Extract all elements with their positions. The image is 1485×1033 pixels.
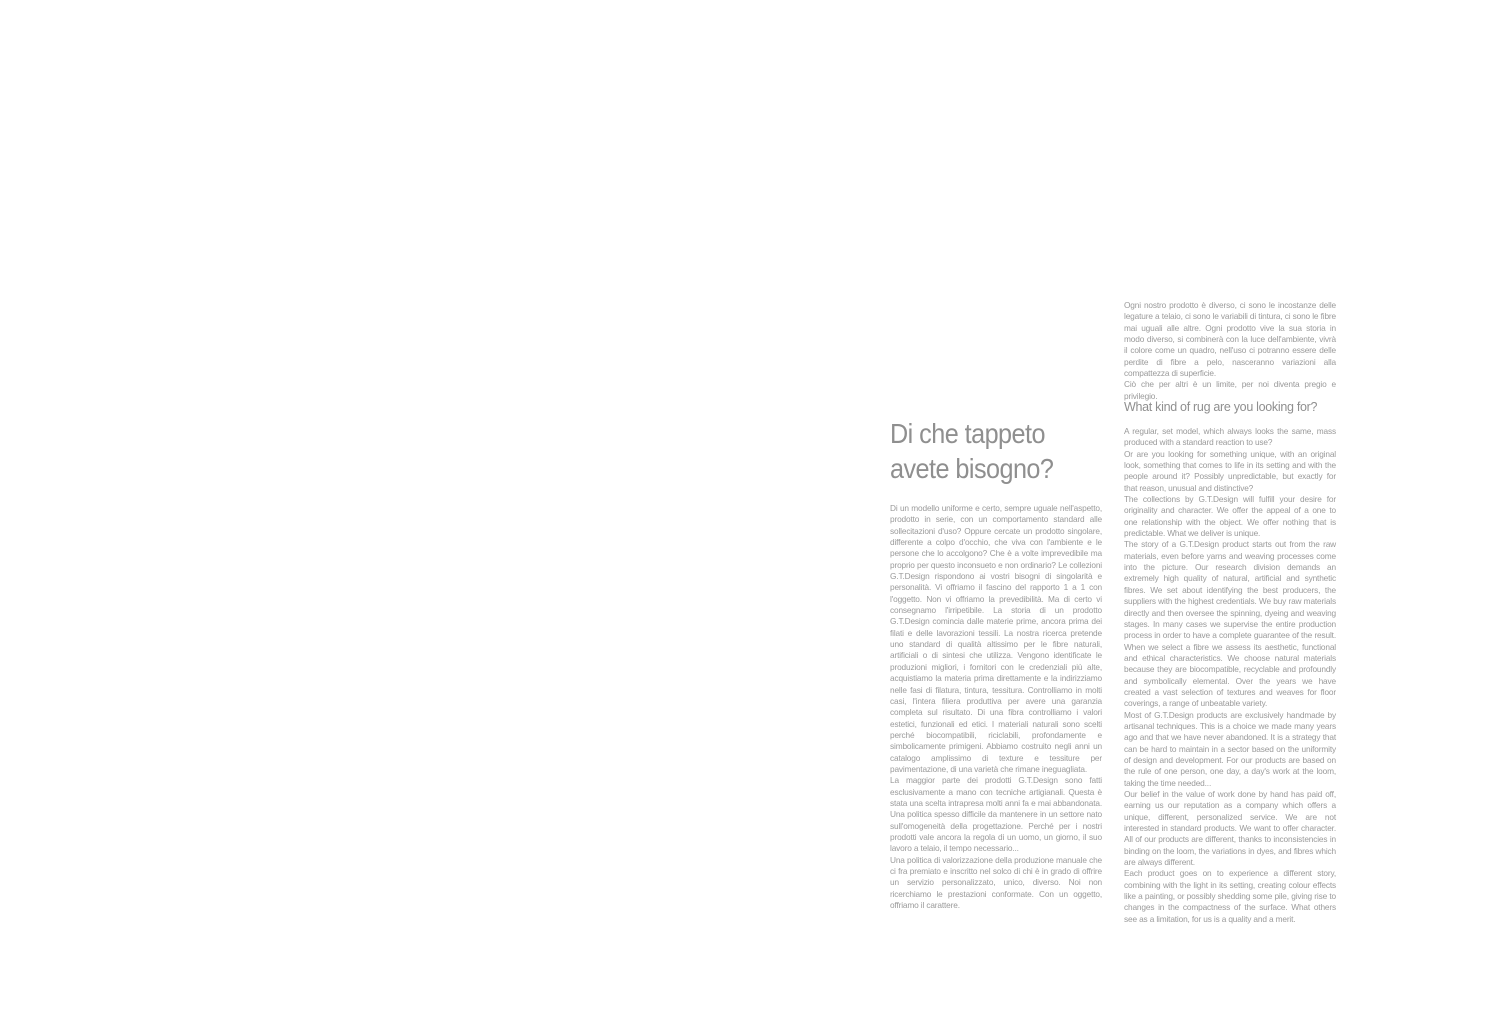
page-title-line-1: Di che tappeto: [890, 418, 1045, 449]
italian-paragraph: Una politica di valorizzazione della produzione manuale che ci fra premiato e inscritto nel solco di chi è in grado di offrire un servizio personalizzato, unico, diverso. Noi non ricerchiamo le prestazioni conformate. Con un oggetto, offriamo il carattere.: [890, 854, 1102, 911]
italian-intro-paragraph: Ciò che per altri è un limite, per noi diventa pregio e privilegio.: [1124, 379, 1336, 401]
english-paragraph: Most of G.T.Design products are exclusively handmade by artisanal techniques. This is a choice we made many years ago and that we have never abandoned. It is a strategy that can be hard to maintain in a sector based on the uniformity of design and development. For our products are based on the rule of one person, one day, a day's work at the loom, taking the time needed...: [1124, 709, 1336, 788]
english-heading: What kind of rug are you looking for?: [1124, 400, 1318, 414]
page-title-line-2: avete bisogno?: [890, 453, 1054, 484]
english-paragraph: Or are you looking for something unique, with an original look, something that comes to life in its setting and with the people around it? Possibly unpredictable, but exactly for that reason, unusual and distinctive?: [1124, 448, 1336, 493]
english-paragraph: Our belief in the value of work done by hand has paid off, earning us our reputation as a company which offers a unique, different, personalized service. We are not interested in standard products. We want to offer character. All of our products are different, thanks to inconsistencies in binding on the loom, the variations in dyes, and fibres which are always different.: [1124, 789, 1336, 868]
italian-paragraph: Di un modello uniforme e certo, sempre uguale nell'aspetto, prodotto in serie, con un comportamento standard alle sollecitazioni d'uso? Oppure cercate un prodotto singolare, differente a colpo d'occhio, che viva con l'ambiente e le persone che lo accolgono? Che è a volte imprevedibile ma proprio per questo inconsueto e non ordinario? Le collezioni G.T.Design rispondono ai vostri bisogni di singolarità e personalità. Vi offriamo il fascino del rapporto 1 a 1 con l'oggetto. Non vi offriamo la prevedibilità. Ma di certo vi consegnamo l'irripetibile. La storia di un prodotto G.T.Design comincia dalle materie prime, ancora prima dei filati e delle lavorazioni tessili. La nostra ricerca pretende uno standard di qualità altissimo per le fibre naturali, artificiali o di sintesi che utilizza. Vengono identificate le produzioni migliori, i fornitori con le credenziali più alte, acquistiamo la materia prima direttamente e la indirizziamo nelle fasi di filatura, tintura, tessitura. Controlliamo in molti casi, l'intera filiera produttiva per avere una garanzia completa sul risultato. Di una fibra controlliamo i valori estetici, funzionali ed etici. I materiali naturali sono scelti perché biocompatibili, riciclabili, profondamente e simbolicamente primigeni. Abbiamo costruito negli anni un catalogo amplissimo di texture e tessiture per pavimentazione, di una varietà che rimane ineguagliata.: [890, 503, 1102, 774]
english-body-column: [1124, 426, 1336, 925]
italian-intro-paragraph: Ogni nostro prodotto è diverso, ci sono le incostanze delle legature a telaio, ci sono le variabili di tintura, ci sono le fibre mai uguali alle altre. Ogni prodotto vive la sua storia in modo diverso, si combinerà con la luce dell'ambiente, vivrà il colore come un quadro, nell'uso ci potranno essere delle perdite di fibre a pelo, nasceranno variazioni alla compattezza di superficie.: [1124, 300, 1336, 379]
english-paragraph: The story of a G.T.Design product starts out from the raw materials, even before yarns and weaving processes come into the picture. Our research division demands an extremely high quality of natural, artificial and synthetic fibres. We set about identifying the best producers, the suppliers with the highest credentials. We buy raw materials directly and then oversee the spinning, dyeing and weaving stages. In many cases we supervise the entire production process in order to have a complete guarantee of the result. When we select a fibre we assess its aesthetic, functional and ethical characteristics. We choose natural materials because they are biocompatible, recyclable and profoundly and symbolically elemental. Over the years we have created a vast selection of textures and weaves for floor coverings, a range of unbeatable variety.: [1124, 539, 1336, 709]
page-title: [890, 416, 1088, 486]
italian-body-column: [890, 503, 1102, 911]
english-paragraph: A regular, set model, which always looks the same, mass produced with a standard reaction to use?: [1124, 426, 1336, 448]
italian-intro-column: [1124, 300, 1336, 402]
english-paragraph: The collections by G.T.Design will fulfill your desire for originality and character. We offer the appeal of a one to one relationship with the object. We offer nothing that is predictable. What we deliver is unique.: [1124, 494, 1336, 539]
italian-paragraph: La maggior parte dei prodotti G.T.Design sono fatti esclusivamente a mano con tecniche artigianali. Questa è stata una scelta intrapresa molti anni fa e mai abbandonata. Una politica spesso difficile da mantenere in un settore nato sull'omogeneità della progettazione. Perché per i nostri prodotti vale ancora la regola di un uomo, un giorno, il suo lavoro a telaio, il tempo necessario...: [890, 775, 1102, 854]
english-paragraph: Each product goes on to experience a different story, combining with the light in its setting, creating colour effects like a painting, or possibly shedding some pile, giving rise to changes in the compactness of the surface. What others see as a limitation, for us is a quality and a merit.: [1124, 868, 1336, 924]
